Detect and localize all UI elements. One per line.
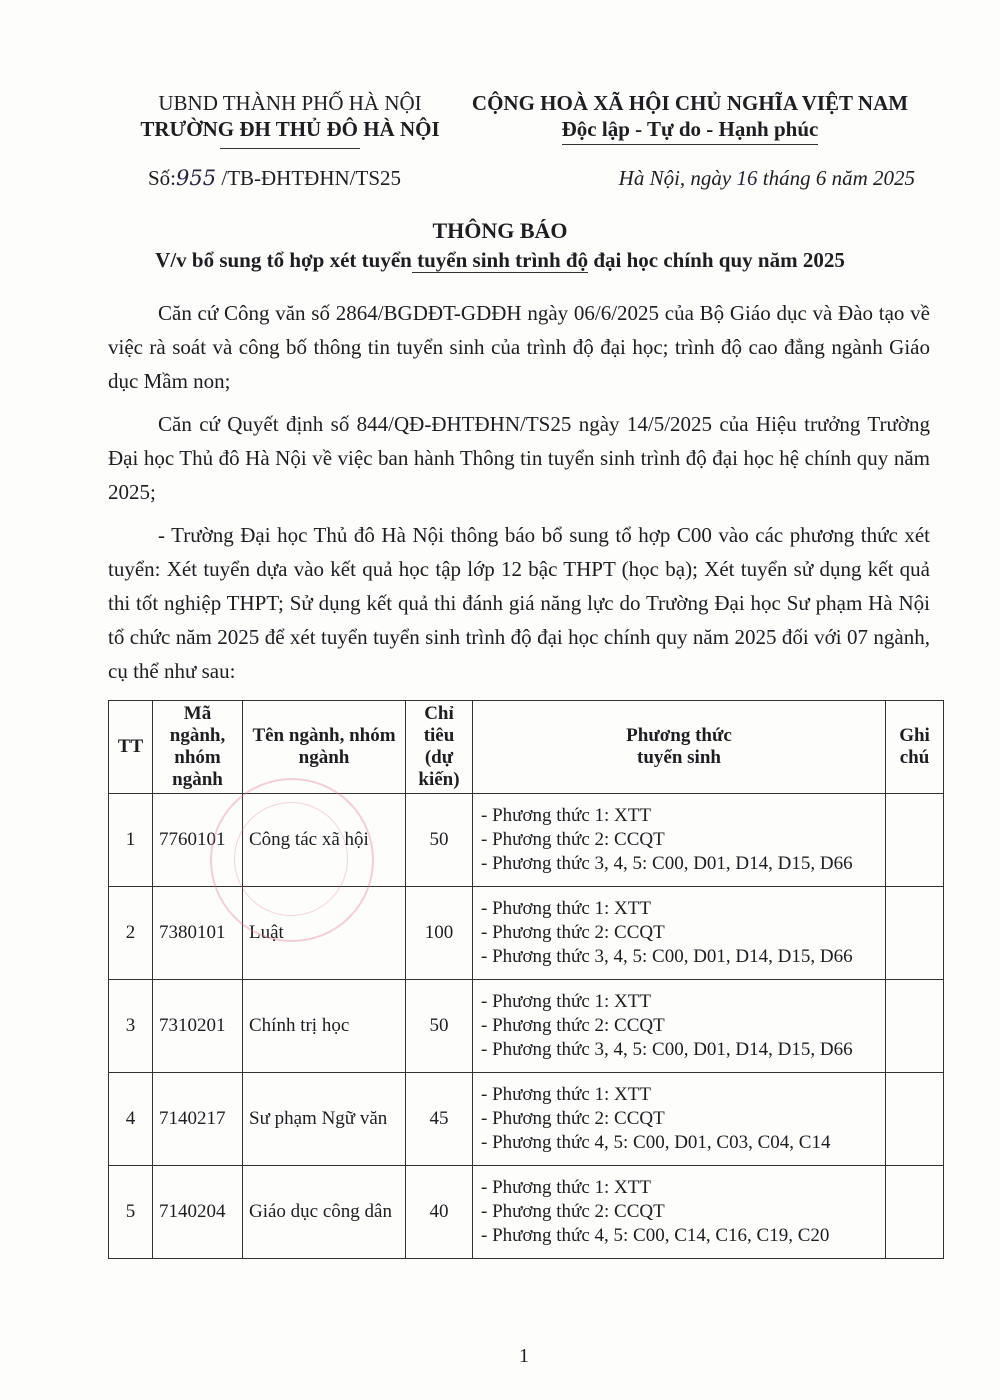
issuing-authority (125, 90, 455, 149)
paragraph-text: - Trường Đại học Thủ đô Hà Nội thông báo bổ sung tổ hợp C00 vào các phương thức xét tuyển: Xét tuyển dựa vào kết quả học tập lớp 12 bậc THPT (học bạ); Xét tuyển sử dụng kết quả thi tốt nghiệp THPT; Sử dụng kết quả thi đánh giá năng lực do Trường Đại học Sư phạm Hà Nội tổ chức năm 2025 để xét tuyển tuyển sinh trình độ đại học chính quy năm 2025 đối với 07 ngành, cụ thể như sau: (108, 523, 930, 683)
cell-name: Công tác xã hội (243, 794, 406, 887)
document-number (148, 166, 401, 191)
cell-methods (473, 794, 886, 887)
method-line: - Phương thức 2: CCQT (481, 1108, 665, 1129)
divider (220, 148, 360, 149)
cell-tt: 2 (109, 887, 153, 980)
authority-name: TRƯỜNG ĐH THỦ ĐÔ HÀ NỘI (140, 117, 440, 141)
date-day: 16 (736, 166, 758, 190)
cell-quota: 40 (406, 1166, 473, 1259)
method-line: - Phương thức 1: XTT (481, 805, 651, 826)
national-motto (455, 90, 925, 145)
cell-name: Chính trị học (243, 980, 406, 1073)
method-line: - Phương thức 1: XTT (481, 991, 651, 1012)
cell-code: 7310201 (153, 980, 243, 1073)
header-name: Tên ngành, nhóm ngành (243, 701, 406, 794)
cell-quota: 100 (406, 887, 473, 980)
table-row (109, 794, 944, 887)
country-name: CỘNG HOÀ XÃ HỘI CHỦ NGHĨA VIỆT NAM (471, 91, 909, 115)
document-title: THÔNG BÁO (432, 218, 568, 243)
majors-table (108, 700, 944, 1259)
date-prefix: Hà Nội, ngày (618, 166, 737, 190)
cell-note (886, 980, 944, 1073)
document-subtitle (0, 248, 1000, 273)
cell-name: Sư phạm Ngữ văn (243, 1073, 406, 1166)
motto: Độc lập - Tự do - Hạnh phúc (562, 116, 819, 145)
header-note: Ghi chú (886, 701, 944, 794)
cell-quota: 45 (406, 1073, 473, 1166)
doc-number-label: Số: (148, 166, 177, 190)
cell-note (886, 1166, 944, 1259)
doc-number-handwritten: 955 (176, 166, 217, 190)
page-number: 1 (519, 1345, 529, 1367)
method-line: - Phương thức 2: CCQT (481, 922, 665, 943)
subtitle-part1: V/v bổ sung tổ hợp xét tuyển (155, 248, 412, 272)
cell-quota: 50 (406, 794, 473, 887)
paragraph-announcement (108, 518, 930, 688)
cell-methods (473, 1166, 886, 1259)
cell-methods (473, 980, 886, 1073)
cell-quota: 50 (406, 980, 473, 1073)
cell-code: 7140204 (153, 1166, 243, 1259)
cell-methods (473, 1073, 886, 1166)
method-line: - Phương thức 3, 4, 5: C00, D01, D14, D15, D66 (481, 946, 853, 967)
table-header-row (109, 701, 944, 794)
cell-name: Giáo dục công dân (243, 1166, 406, 1259)
cell-tt: 1 (109, 794, 153, 887)
header-code: Mã ngành, nhóm ngành (153, 701, 243, 794)
table-row (109, 980, 944, 1073)
method-line: - Phương thức 3, 4, 5: C00, D01, D14, D15, D66 (481, 1039, 853, 1060)
header-tt: TT (109, 701, 153, 794)
method-line: - Phương thức 4, 5: C00, C14, C16, C19, C20 (481, 1225, 830, 1246)
method-line: - Phương thức 2: CCQT (481, 829, 665, 850)
subtitle-part3: đại học chính quy năm 2025 (588, 248, 845, 272)
cell-tt: 4 (109, 1073, 153, 1166)
cell-note (886, 1073, 944, 1166)
table-row (109, 1166, 944, 1259)
method-line: - Phương thức 2: CCQT (481, 1201, 665, 1222)
date-suffix: tháng 6 năm 2025 (757, 166, 915, 190)
cell-note (886, 887, 944, 980)
paragraph-legal-basis-2 (108, 407, 930, 509)
method-line: - Phương thức 1: XTT (481, 1177, 651, 1198)
table-row (109, 1073, 944, 1166)
cell-tt: 5 (109, 1166, 153, 1259)
paragraph-legal-basis-1 (108, 296, 930, 398)
cell-note (886, 794, 944, 887)
doc-number-suffix: /TB-ĐHTĐHN/TS25 (216, 166, 402, 190)
table-row (109, 887, 944, 980)
document-date (619, 166, 915, 191)
method-line: - Phương thức 4, 5: C00, D01, C03, C04, C14 (481, 1132, 831, 1153)
paragraph-text: Căn cứ Quyết định số 844/QĐ-ĐHTĐHN/TS25 ngày 14/5/2025 của Hiệu trưởng Trường Đại học Thủ đô Hà Nội về việc ban hành Thông tin tuyển sinh trình độ đại học hệ chính quy năm 2025; (108, 412, 930, 504)
header-quota: Chỉ tiêu (dự kiến) (406, 701, 473, 794)
header-methods (473, 701, 886, 794)
subtitle-part2: tuyển sinh trình độ (411, 248, 589, 272)
authority-parent: UBND THÀNH PHỐ HÀ NỘI (158, 91, 422, 115)
cell-name: Luật (243, 887, 406, 980)
method-line: - Phương thức 2: CCQT (481, 1015, 665, 1036)
cell-code: 7380101 (153, 887, 243, 980)
paragraph-text: Căn cứ Công văn số 2864/BGDĐT-GDĐH ngày 06/6/2025 của Bộ Giáo dục và Đào tạo về việc rà soát và công bố thông tin tuyển sinh của trình độ đại học; trình độ cao đẳng ngành Giáo dục Mầm non; (108, 301, 930, 393)
cell-code: 7140217 (153, 1073, 243, 1166)
cell-code: 7760101 (153, 794, 243, 887)
header-methods-text: Phương thức tuyển sinh (626, 725, 732, 768)
method-line: - Phương thức 3, 4, 5: C00, D01, D14, D15, D66 (481, 853, 853, 874)
method-line: - Phương thức 1: XTT (481, 898, 651, 919)
method-line: - Phương thức 1: XTT (481, 1084, 651, 1105)
cell-methods (473, 887, 886, 980)
cell-tt: 3 (109, 980, 153, 1073)
